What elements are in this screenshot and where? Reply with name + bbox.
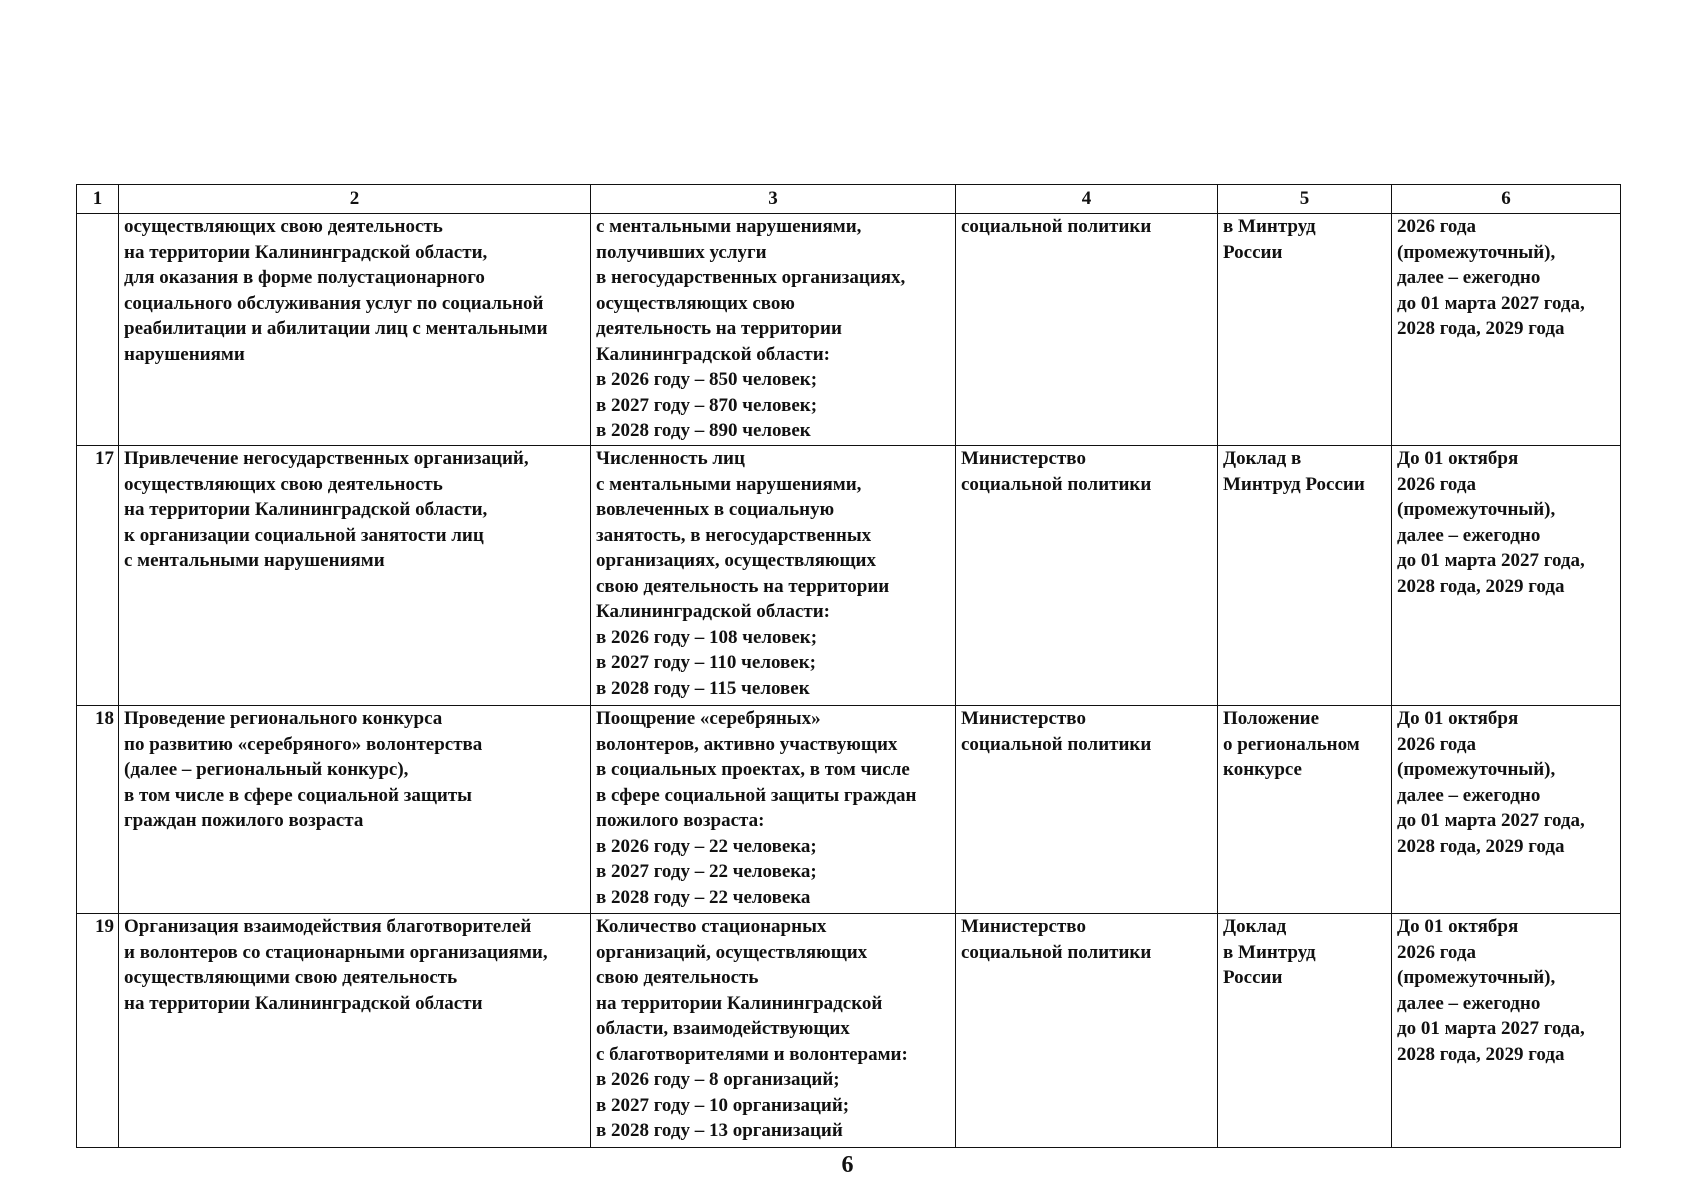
- cell-text-line: далее – ежегодно: [1397, 267, 1541, 288]
- cell-text-line: социальной политики: [961, 941, 1152, 963]
- table-row: [77, 446, 1621, 706]
- cell-text-line: Министерство: [961, 916, 1086, 937]
- cell-text-line: осуществляющих свою деятельность: [124, 473, 443, 495]
- cell-text-line: Министерство: [961, 708, 1086, 729]
- cell-text-line: До 01 октября: [1397, 916, 1519, 937]
- cell-text-line: на территории Калининградской области,: [124, 499, 488, 520]
- column-header-2: 2: [119, 185, 591, 214]
- cell-text-line: 2028 года, 2029 года: [1397, 835, 1565, 857]
- measure-description-cell: [119, 446, 591, 706]
- document-table: [76, 184, 1621, 1148]
- cell-text-line: в 2027 году – 110 человек;: [596, 652, 816, 673]
- cell-text-line: волонтеров, активно участвующих: [596, 733, 898, 755]
- cell-text-line: России: [1223, 967, 1283, 988]
- cell-text-line: нарушениями: [124, 343, 245, 365]
- cell-text-line: социальной политики: [961, 473, 1152, 495]
- cell-text-line: (промежуточный),: [1397, 499, 1556, 520]
- cell-text-line: далее – ежегодно: [1397, 524, 1541, 546]
- cell-text-line: До 01 октября: [1397, 448, 1519, 469]
- cell-text-line: в Минтруд: [1223, 216, 1316, 237]
- cell-text-line: в 2026 году – 22 человека;: [596, 835, 817, 857]
- cell-text-line: осуществляющих свою: [596, 292, 795, 314]
- cell-text-line: (далее – региональный конкурс),: [124, 759, 409, 780]
- cell-text-line: Доклад в: [1223, 448, 1302, 469]
- cell-text-line: в 2028 году – 22 человека: [596, 886, 811, 908]
- cell-text-line: 2028 года, 2029 года: [1397, 318, 1565, 339]
- cell-text-line: реабилитации и абилитации лиц с ментальными: [124, 318, 548, 339]
- result-form-cell: [1218, 914, 1392, 1148]
- responsible-cell: [956, 706, 1218, 914]
- cell-text-line: социальной политики: [961, 216, 1152, 237]
- cell-text-line: области, взаимодействующих: [596, 1018, 850, 1039]
- cell-text-line: до 01 марта 2027 года,: [1397, 1018, 1585, 1039]
- cell-text-line: Проведение регионального конкурса: [124, 708, 443, 729]
- table-row: [77, 706, 1621, 914]
- table-row: [77, 214, 1621, 446]
- cell-text-line: Количество стационарных: [596, 916, 827, 937]
- result-form-cell: [1218, 214, 1392, 446]
- cell-text-line: с ментальными нарушениями,: [596, 216, 862, 237]
- cell-text-line: с ментальными нарушениями,: [596, 473, 862, 495]
- cell-text-line: осуществляющих свою деятельность: [124, 216, 443, 237]
- cell-text-line: Организация взаимодействия благотворителей: [124, 916, 532, 937]
- row-number: [77, 214, 119, 446]
- cell-text-line: России: [1223, 241, 1283, 263]
- measure-description-cell: [119, 214, 591, 446]
- cell-text-line: осуществляющими свою деятельность: [124, 967, 458, 988]
- cell-text-line: Министерство: [961, 448, 1086, 469]
- responsible-cell: [956, 214, 1218, 446]
- cell-text-line: с ментальными нарушениями: [124, 550, 385, 571]
- cell-text-line: в 2027 году – 870 человек;: [596, 394, 818, 416]
- cell-text-line: свою деятельность: [596, 967, 759, 988]
- cell-text-line: в 2026 году – 8 организаций;: [596, 1069, 840, 1090]
- responsible-cell: [956, 914, 1218, 1148]
- deadline-cell: [1392, 706, 1621, 914]
- cell-text-line: на территории Калининградской: [596, 992, 883, 1014]
- cell-text-line: занятость, в негосударственных: [596, 524, 872, 546]
- cell-text-line: на территории Калининградской области,: [124, 241, 488, 263]
- responsible-cell: [956, 446, 1218, 706]
- cell-text-line: организациях, осуществляющих: [596, 550, 877, 571]
- measure-description-cell: [119, 706, 591, 914]
- page-number: 6: [841, 1152, 854, 1178]
- cell-text-line: социальной политики: [961, 733, 1152, 755]
- cell-text-line: Поощрение «серебряных»: [596, 708, 821, 729]
- row-number: 18: [77, 706, 119, 914]
- table-row: [77, 914, 1621, 1148]
- indicator-cell: [591, 214, 956, 446]
- row-number: 17: [77, 446, 119, 706]
- cell-text-line: до 01 марта 2027 года,: [1397, 550, 1585, 571]
- result-form-cell: [1218, 446, 1392, 706]
- cell-text-line: Численность лиц: [596, 448, 745, 469]
- cell-text-line: в том числе в сфере социальной защиты: [124, 784, 473, 806]
- indicator-cell: [591, 706, 956, 914]
- cell-text-line: Доклад: [1223, 916, 1287, 937]
- cell-text-line: Калининградской области:: [596, 601, 831, 622]
- cell-text-line: Калининградской области:: [596, 343, 831, 365]
- cell-text-line: в 2026 году – 108 человек;: [596, 626, 818, 648]
- cell-text-line: в негосударственных организациях,: [596, 267, 906, 288]
- cell-text-line: в социальных проектах, в том числе: [596, 759, 910, 780]
- cell-text-line: о региональном: [1223, 733, 1360, 755]
- cell-text-line: (промежуточный),: [1397, 759, 1556, 780]
- cell-text-line: на территории Калининградской области: [124, 992, 483, 1014]
- cell-text-line: 2026 года: [1397, 216, 1476, 237]
- column-header-5: 5: [1218, 185, 1392, 214]
- indicator-cell: [591, 446, 956, 706]
- cell-text-line: 2028 года, 2029 года: [1397, 1043, 1565, 1065]
- cell-text-line: пожилого возраста:: [596, 810, 765, 831]
- column-header-6: 6: [1392, 185, 1621, 214]
- deadline-cell: [1392, 446, 1621, 706]
- cell-text-line: конкурсе: [1223, 759, 1302, 780]
- cell-text-line: в Минтруд: [1223, 941, 1316, 963]
- cell-text-line: к организации социальной занятости лиц: [124, 524, 484, 546]
- row-number: 19: [77, 914, 119, 1148]
- cell-text-line: далее – ежегодно: [1397, 992, 1541, 1014]
- cell-text-line: до 01 марта 2027 года,: [1397, 810, 1585, 831]
- cell-text-line: 2026 года: [1397, 473, 1476, 495]
- cell-text-line: в 2026 году – 850 человек;: [596, 369, 818, 390]
- cell-text-line: получивших услуги: [596, 241, 767, 263]
- cell-text-line: до 01 марта 2027 года,: [1397, 292, 1585, 314]
- cell-text-line: далее – ежегодно: [1397, 784, 1541, 806]
- cell-text-line: по развитию «серебряного» волонтерства: [124, 733, 483, 755]
- deadline-cell: [1392, 914, 1621, 1148]
- cell-text-line: организаций, осуществляющих: [596, 941, 868, 963]
- column-header-3: 3: [591, 185, 956, 214]
- column-header-1: 1: [77, 185, 119, 214]
- cell-text-line: Положение: [1223, 708, 1320, 729]
- cell-text-line: и волонтеров со стационарными организациями,: [124, 941, 548, 963]
- cell-text-line: с благотворителями и волонтерами:: [596, 1043, 908, 1065]
- table-header-row: [77, 185, 1621, 214]
- cell-text-line: в 2028 году – 115 человек: [596, 677, 810, 699]
- measure-description-cell: [119, 914, 591, 1148]
- indicator-cell: [591, 914, 956, 1148]
- cell-text-line: 2028 года, 2029 года: [1397, 575, 1565, 597]
- deadline-cell: [1392, 214, 1621, 446]
- cell-text-line: вовлеченных в социальную: [596, 499, 835, 520]
- cell-text-line: деятельность на территории: [596, 318, 842, 339]
- cell-text-line: До 01 октября: [1397, 708, 1519, 729]
- cell-text-line: 2026 года: [1397, 941, 1476, 963]
- cell-text-line: в 2027 году – 10 организаций;: [596, 1094, 850, 1116]
- cell-text-line: Минтруд России: [1223, 473, 1365, 495]
- cell-text-line: свою деятельность на территории: [596, 575, 890, 597]
- cell-text-line: в 2027 году – 22 человека;: [596, 861, 817, 882]
- cell-text-line: для оказания в форме полустационарного: [124, 267, 485, 288]
- cell-text-line: (промежуточный),: [1397, 241, 1556, 263]
- cell-text-line: в сфере социальной защиты граждан: [596, 784, 917, 806]
- result-form-cell: [1218, 706, 1392, 914]
- column-header-4: 4: [956, 185, 1218, 214]
- cell-text-line: 2026 года: [1397, 733, 1476, 755]
- cell-text-line: в 2028 году – 890 человек: [596, 420, 811, 441]
- cell-text-line: Привлечение негосударственных организаций,: [124, 448, 529, 469]
- cell-text-line: (промежуточный),: [1397, 967, 1556, 988]
- cell-text-line: социального обслуживания услуг по социальной: [124, 292, 544, 314]
- cell-text-line: граждан пожилого возраста: [124, 810, 364, 831]
- cell-text-line: в 2028 году – 13 организаций: [596, 1120, 843, 1141]
